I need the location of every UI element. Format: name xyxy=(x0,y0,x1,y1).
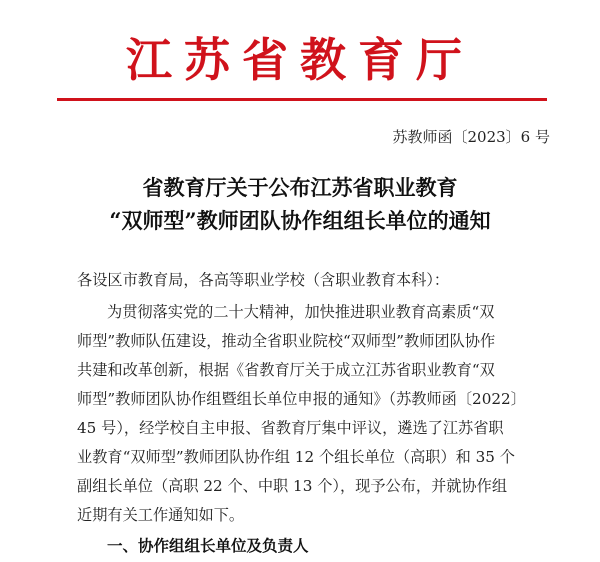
body-line: 近期有关工作通知如下。 xyxy=(77,506,245,524)
body-line: 副组长单位（高职 22 个、中职 13 个），现予公布，并就协作组 xyxy=(77,477,508,495)
document-number: 苏教师函〔2023〕6 号 xyxy=(392,128,550,146)
body-line: 为贯彻落实党的二十大精神，加快推进职业教育高素质“双 xyxy=(107,303,495,321)
letterhead-org-name: 江苏省教育厅 xyxy=(126,33,474,87)
body-line: 师型”教师队伍建设，推动全省职业院校“双师型”教师团队协作 xyxy=(77,332,496,350)
notice-title-line-2: “双师型”教师团队协作组组长单位的通知 xyxy=(109,208,491,233)
letterhead-red-rule xyxy=(57,98,547,101)
body-line: 45 号），经学校自主申报、省教育厅集中评议，遴选了江苏省职 xyxy=(77,419,504,437)
section-heading: 一、协作组组长单位及负责人 xyxy=(107,537,309,555)
body-line: 业教育“双师型”教师团队协作组 12 个组长单位（高职）和 35 个 xyxy=(77,448,515,466)
body-line: 共建和改革创新，根据《省教育厅关于成立江苏省职业教育“双 xyxy=(77,361,495,379)
body-line: 师型”教师团队协作组暨组长单位申报的通知》（苏教师函〔2022〕 xyxy=(77,390,526,408)
salutation: 各设区市教育局，各高等职业学校（含职业教育本科）： xyxy=(77,271,450,289)
notice-title-line-1: 省教育厅关于公布江苏省职业教育 xyxy=(142,175,458,200)
